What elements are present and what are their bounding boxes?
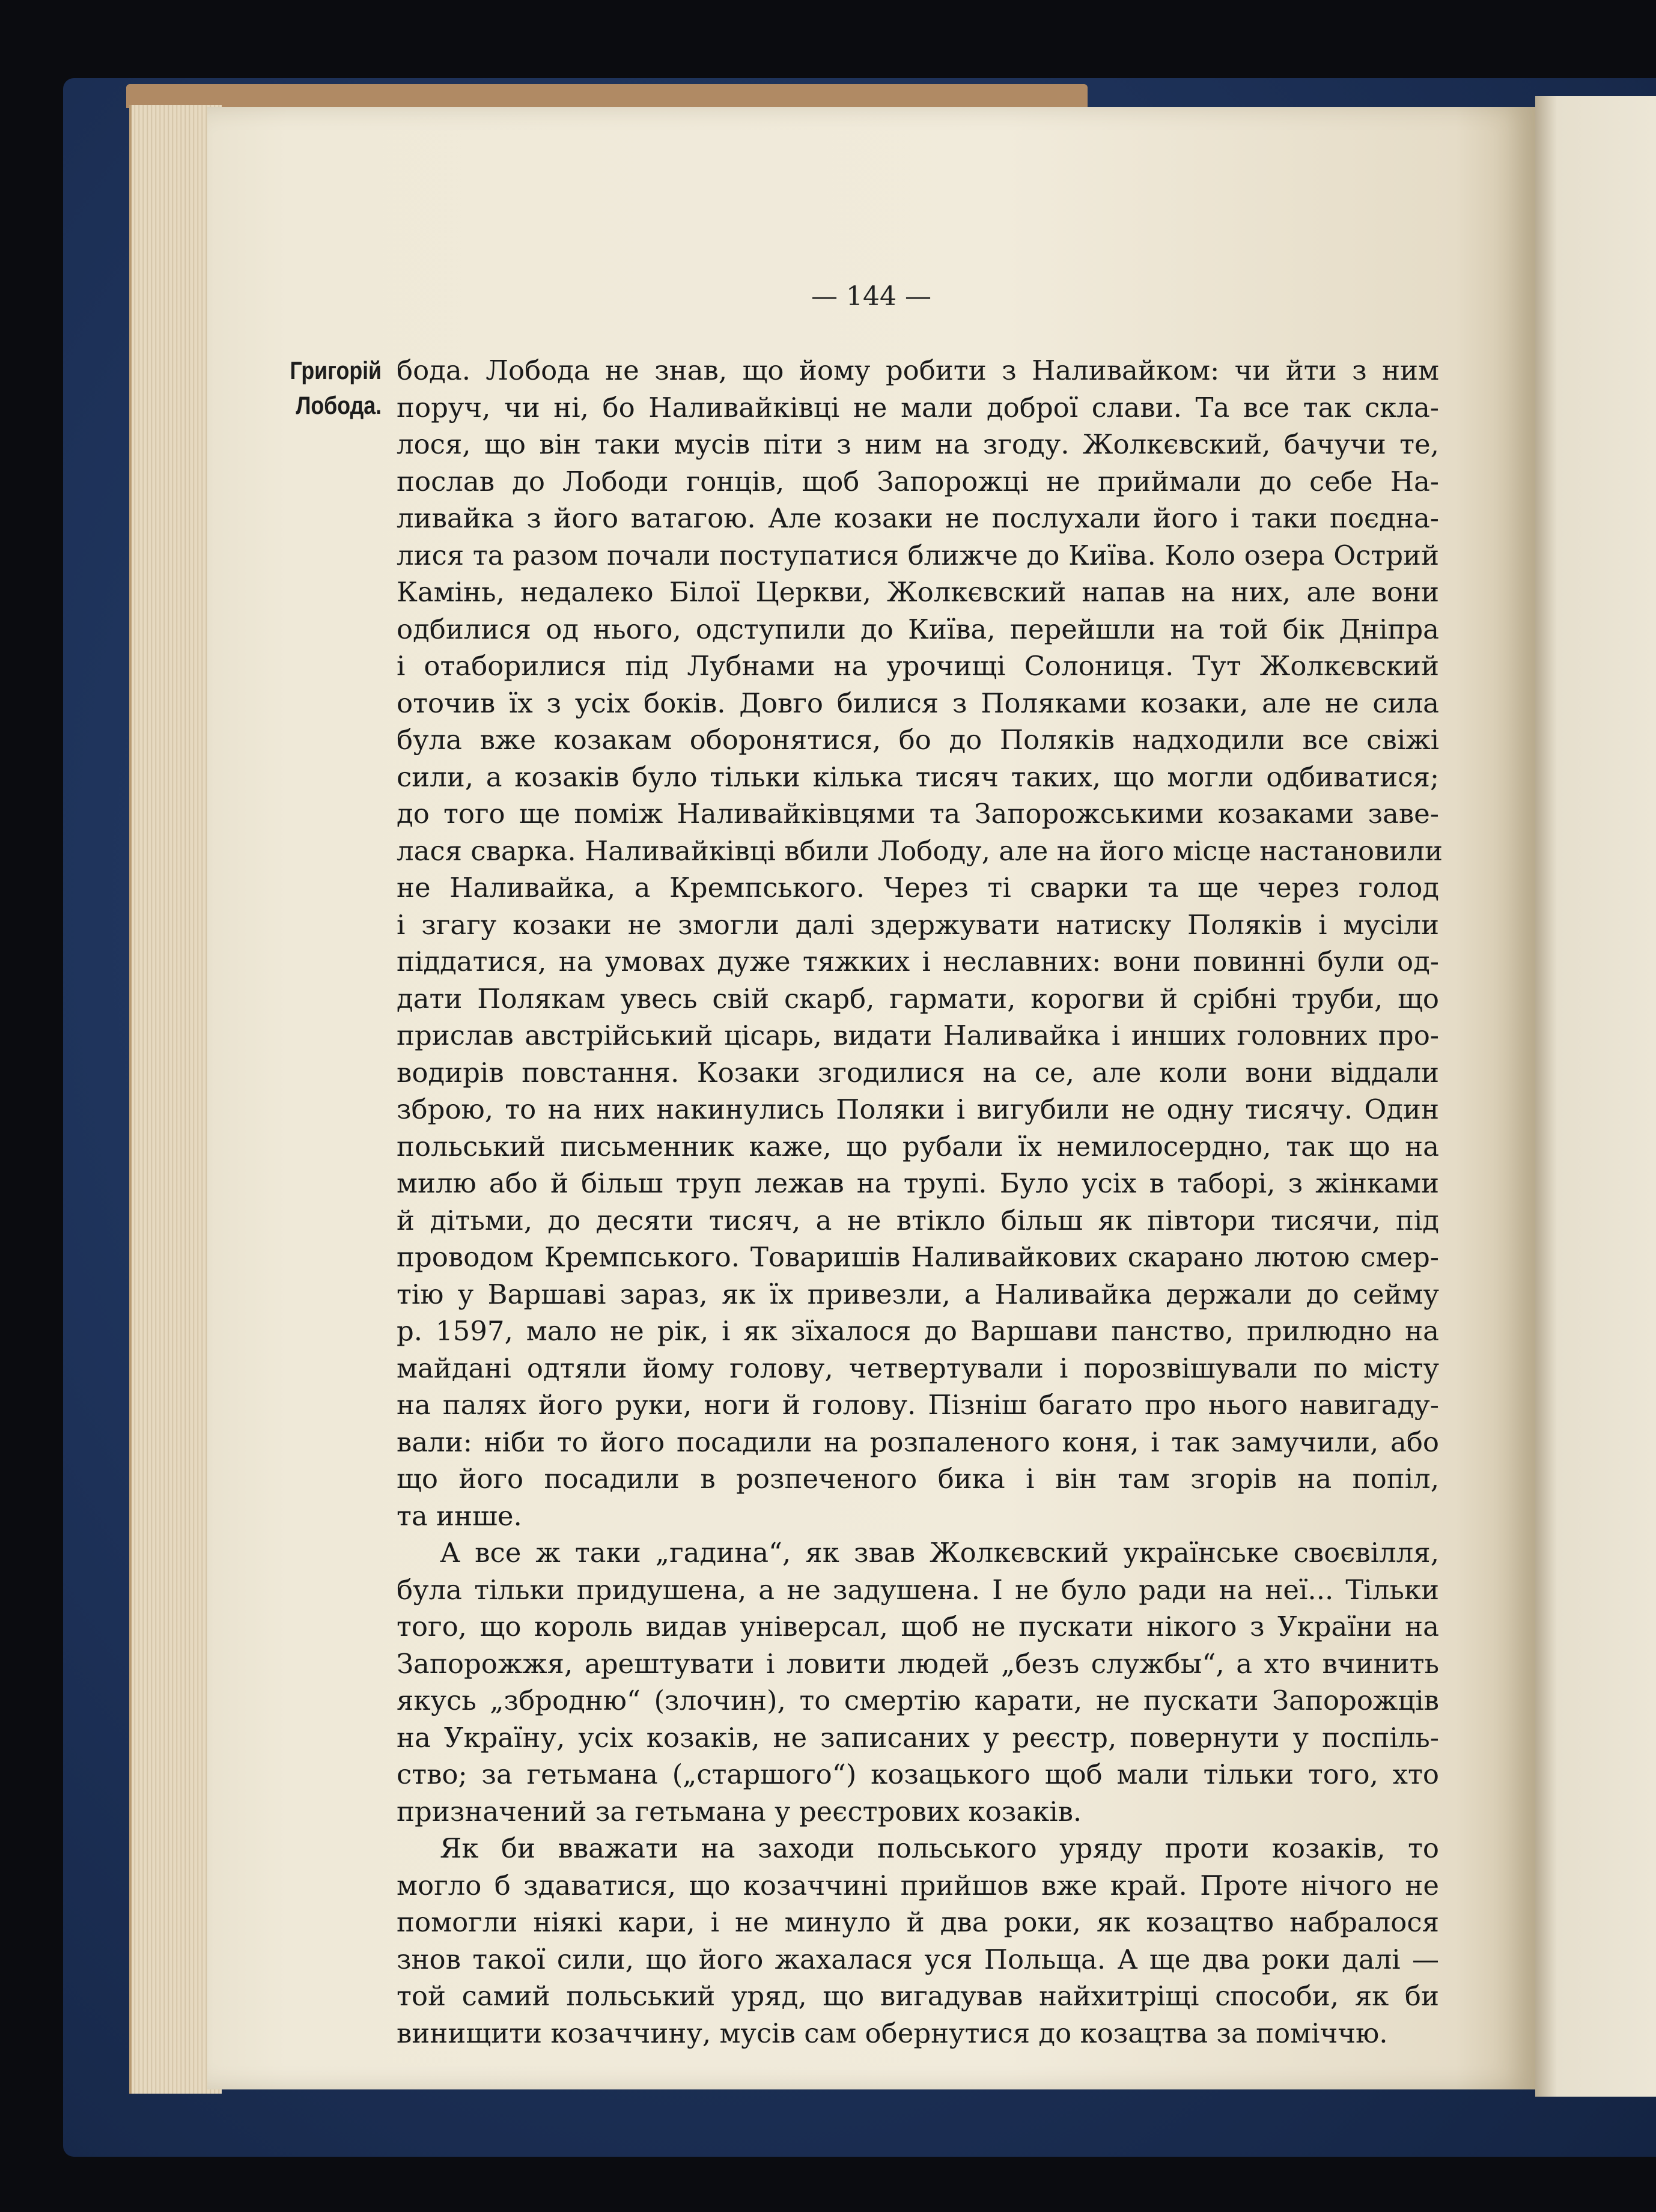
paragraph [397,352,1443,1534]
text-line: винищити козаччину, мусів сам обернутися до козацтва за поміччю. [397,2017,1388,2049]
text-line: ство; за гетьмана („старшого“) козацького щоб мали тільки того, хто [397,1758,1439,1790]
text-line: послав до Лободи гонців, щоб Запорожці не приймали до себе На- [397,465,1439,497]
text-line: що його посадили в розпеченого бика і він там згорів на попіл, [397,1463,1439,1495]
text-line: на Україну, усіх козаків, не записаних у реєстр, повернути у поспіль- [397,1721,1439,1754]
text-line: поруч, чи ні, бо Наливайківці не мали доброї слави. Та все так скла- [397,391,1439,424]
text-line: той самий польський уряд, що вигадував найхитріщі способи, як би [397,1980,1439,2012]
marginal-note [290,353,382,423]
text-line: майдані одтяли йому голову, четвертували і порозвішували по місту [397,1352,1439,1384]
text-line: бода. Лобода не знав, що йому робити з Наливайком: чи йти з ним [397,354,1439,386]
text-line: не Наливайка, а Кремпського. Через ті сварки та ще через голод [397,872,1439,904]
text-line: того, що король видав універсал, щоб не пускати нікого з України на [397,1611,1439,1642]
text-line: була тільки придушена, а не задушена. І не було ради на неї... Тільки [397,1573,1439,1606]
paragraph [397,1830,1439,2052]
body-text [397,352,1443,2052]
text-line: лося, що він таки мусів піти з ним на згоду. Жолкєвский, бачучи те, [397,428,1439,460]
text-line: піддатися, на умовах дуже тяжких і неславних: вони повинні були од- [397,946,1439,977]
text-line: Як би вважати на заходи польського уряду проти козаків, то [440,1832,1439,1864]
text-line: та инше. [397,1499,522,1532]
text-line: дати Полякам увесь свій скарб, гармати, корогви й срібні труби, що [397,982,1439,1015]
facing-page [1535,96,1656,2097]
cover-edge [126,84,1088,108]
text-line: Камінь, недалеко Білої Церкви, Жолкєвский напав на них, але вони [397,576,1439,608]
text-line: сили, а козаків було тільки кілька тисяч таких, що могли одбиватися; [397,761,1439,793]
text-line: зброю, то на них накинулись Поляки і вигубили не одну тисячу. Один [397,1093,1439,1125]
text-line: якусь „збродню“ (злочин), то смертію карати, не пускати Запорожців [397,1685,1439,1716]
text-line: р. 1597, мало не рік, і як зїхалося до Варшави панство, прилюдно на [397,1315,1439,1347]
text-line: польський письменник каже, що рубали їх немилосердно, так що на [397,1130,1439,1162]
paragraph [397,1534,1439,1830]
text-line: ливайка з його ватагою. Але козаки не послухали його і таки поєдна- [397,502,1439,534]
text-line: тію у Варшаві зараз, як їх привезли, а Наливайка держали до сейму [397,1278,1439,1310]
text-line: одбилися од нього, одступили до Київа, перейшли на той бік Дніпра [397,613,1439,645]
text-line: лася сварка. Наливайківці вбили Лободу, але на його місце настановили [397,834,1443,867]
text-line: могло б здаватися, що козаччині прийшов вже край. Проте нічого не [397,1869,1439,1901]
marginal-note-line: Григорій [290,356,382,384]
text-line: на палях його руки, ноги й голову. Пізніш багато про нього навигаду- [397,1389,1439,1421]
text-line: призначений за гетьмана у реєстрових козаків. [397,1795,1082,1828]
text-line: була вже козакам оборонятися, бо до Поляків надходили все свіжі [397,724,1439,756]
text-line: оточив їх з усіх боків. Довго билися з Поляками козаки, але не сила [397,687,1439,719]
text-line: лися та разом почали поступатися ближче до Київа. Коло озера Острий [397,539,1439,571]
text-line: помогли ніякі кари, і не минуло й два роки, як козацтво набралося [397,1906,1439,1938]
text-line: і отаборилися під Лубнами на урочищі Солониця. Тут Жолкєвский [397,650,1439,682]
text-line: й дітьми, до десяти тисяч, а не втікло більш як півтори тисячи, під [397,1204,1439,1236]
text-line: Запорожжя, арештувати і ловити людей „безъ службы“, а хто вчинить [397,1647,1439,1680]
text-line: А все ж таки „гадина“, як звав Жолкєвский українське своєвілля, [440,1537,1439,1569]
book-page [207,107,1535,2089]
text-line: до того ще поміж Наливайківцями та Запорожськими козаками заве- [397,798,1439,830]
text-line: і згагу козаки не змогли далі здержувати натиску Поляків і мусіли [397,908,1439,941]
marginal-note-line: Лобода. [296,391,382,419]
text-line: проводом Кремпського. Товаришів Наливайкових скарано лютою смер- [397,1241,1439,1273]
text-line: вали: ніби то його посадили на розпаленого коня, і так замучили, або [397,1426,1439,1458]
text-line: прислав австрійський цісарь, видати Наливайка і инших головних про- [397,1019,1439,1051]
text-line: знов такої сили, що його жахалася уся Польща. А ще два роки далі — [397,1943,1439,1975]
text-line: водирів повстання. Козаки згодилися на се, але коли вони віддали [397,1056,1439,1089]
text-line: милю або й більш труп лежав на трупі. Було усіх в таборі, з жінками [397,1167,1439,1199]
page-number: — 144 — [811,281,931,312]
